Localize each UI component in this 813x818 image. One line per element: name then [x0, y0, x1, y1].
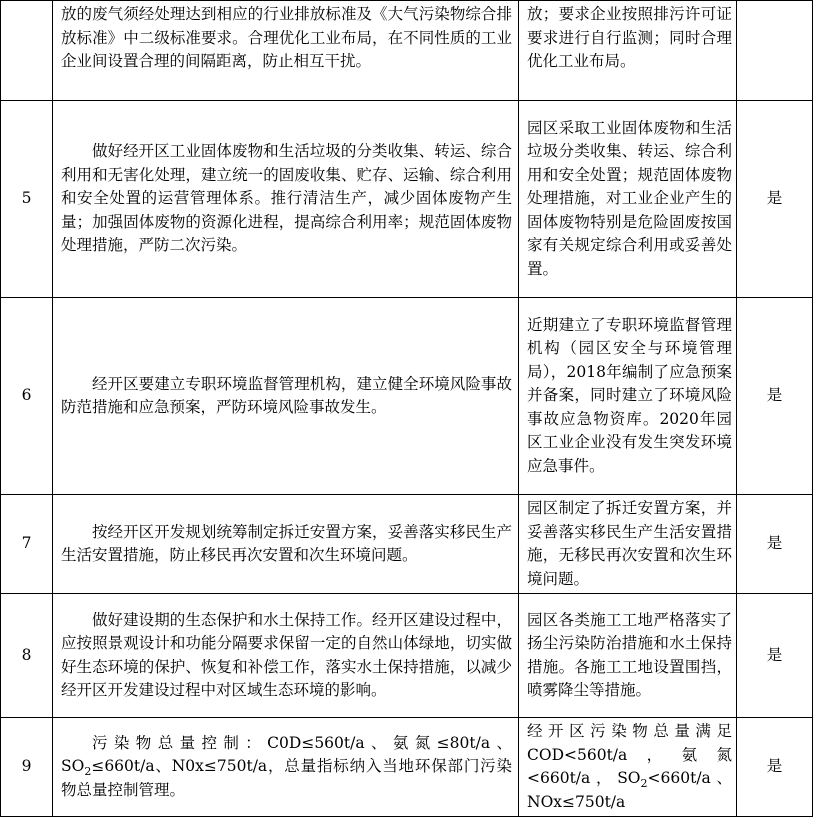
requirement-text: 经开区要建立专职环境监督管理机构，建立健全环境风险事故防范措施和应急预案，严防环境风险事故发生。 [61, 374, 512, 416]
requirement-text: 按经开区开发规划统筹制定拆迁安置方案，妥善落实移民生产生活安置措施，防止移民再次安置和次生环境问题。 [61, 522, 512, 564]
table-row [1, 1, 813, 101]
requirement-text: 放的废气须经处理达到相应的行业排放标准及《大气污染物综合排放标准》中二级标准要求。合理优化工业布局，在不同性质的工业企业间设置合理的间隔距离，防止相互干扰。 [61, 5, 512, 70]
implementation-cell [519, 298, 737, 495]
row-number: 5 [1, 101, 53, 298]
implementation-text: 园区采取工业固体废物和生活垃圾分类收集、转运、综合利用和安全处置；规范固体废物处理措施，对工业企业产生的固体废物特别是危险固废按国家有关规定综合利用或妥善处置。 [527, 118, 732, 278]
compliance-cell [737, 1, 813, 101]
requirement-subscript: 2 [84, 765, 92, 779]
implementation-cell [519, 495, 737, 594]
requirement-cell [53, 594, 519, 718]
implementation-text: 近期建立了专职环境监督管理机构（园区安全与环境管理局），2018年编制了应急预案并备案，同时建立了环境风险事故应急物资库。2020年园区工业企业没有发生突发环境应急事件。 [527, 315, 732, 475]
table-row [1, 101, 813, 298]
requirement-text-part1: 污染物总量控制：C0D≤560t/a、氨氮≤80t/a、SO [61, 733, 512, 776]
implementation-text: 放；要求企业按照排污许可证要求进行自行监测；同时合理优化工业布局。 [527, 5, 732, 70]
row-number: 8 [1, 594, 53, 718]
implementation-subscript: 2 [640, 777, 648, 791]
implementation-cell [519, 1, 737, 101]
requirement-cell [53, 101, 519, 298]
requirement-cell [53, 718, 519, 817]
compliance-cell: 是 [737, 495, 813, 594]
implementation-text: 园区制定了拆迁安置方案，并妥善落实移民生产生活安置措施，无移民再次安置和次生环境问题。 [527, 499, 732, 588]
table-row [1, 594, 813, 718]
implementation-cell [519, 594, 737, 718]
requirement-text: 做好建设期的生态保护和水土保持工作。经开区建设过程中，应按照景观设计和功能分隔要求保留一定的自然山体绿地，切实做好生态环境的保护、恢复和补偿工作，落实水土保持措施，以减少经开区开发建设过程中对区域生态环境的影响。 [61, 610, 512, 699]
implementation-cell [519, 101, 737, 298]
requirement-cell [53, 298, 519, 495]
compliance-cell: 是 [737, 101, 813, 298]
requirement-text [61, 732, 512, 803]
implementation-text [527, 720, 732, 814]
implementation-text-part1: 经开区污染物总量满足COD<560t/a，氨氮<660t/a，SO [527, 722, 732, 787]
implementation-text: 园区各类施工工地严格落实了扬尘污染防治措施和水土保持措施。各施工工地设置围挡，喷雾降尘等措施。 [527, 610, 732, 699]
implementation-text-part2: <660t/a、NOx≤750t/a [527, 769, 733, 811]
row-number [1, 1, 53, 101]
row-number: 6 [1, 298, 53, 495]
requirement-cell [53, 495, 519, 594]
implementation-cell [519, 718, 737, 817]
requirement-cell [53, 1, 519, 101]
table-row [1, 298, 813, 495]
table-row [1, 718, 813, 817]
table-row [1, 495, 813, 594]
compliance-cell: 是 [737, 718, 813, 817]
requirement-text: 做好经开区工业固体废物和生活垃圾的分类收集、转运、综合利用和无害化处理，建立统一的固废收集、贮存、运输、综合利用和安全处置的运营管理体系。推行清洁生产，减少固体废物产生量；加强固体废物的资源化进程，提高综合利用率；规范固体废物处理措施，严防二次污染。 [61, 142, 512, 255]
requirement-text-part2: ≤660t/a、N0x≤750t/a，总量指标纳入当地环保部门污染物总量控制管理。 [61, 757, 512, 799]
compliance-cell: 是 [737, 298, 813, 495]
row-number: 9 [1, 718, 53, 817]
row-number: 7 [1, 495, 53, 594]
compliance-cell: 是 [737, 594, 813, 718]
